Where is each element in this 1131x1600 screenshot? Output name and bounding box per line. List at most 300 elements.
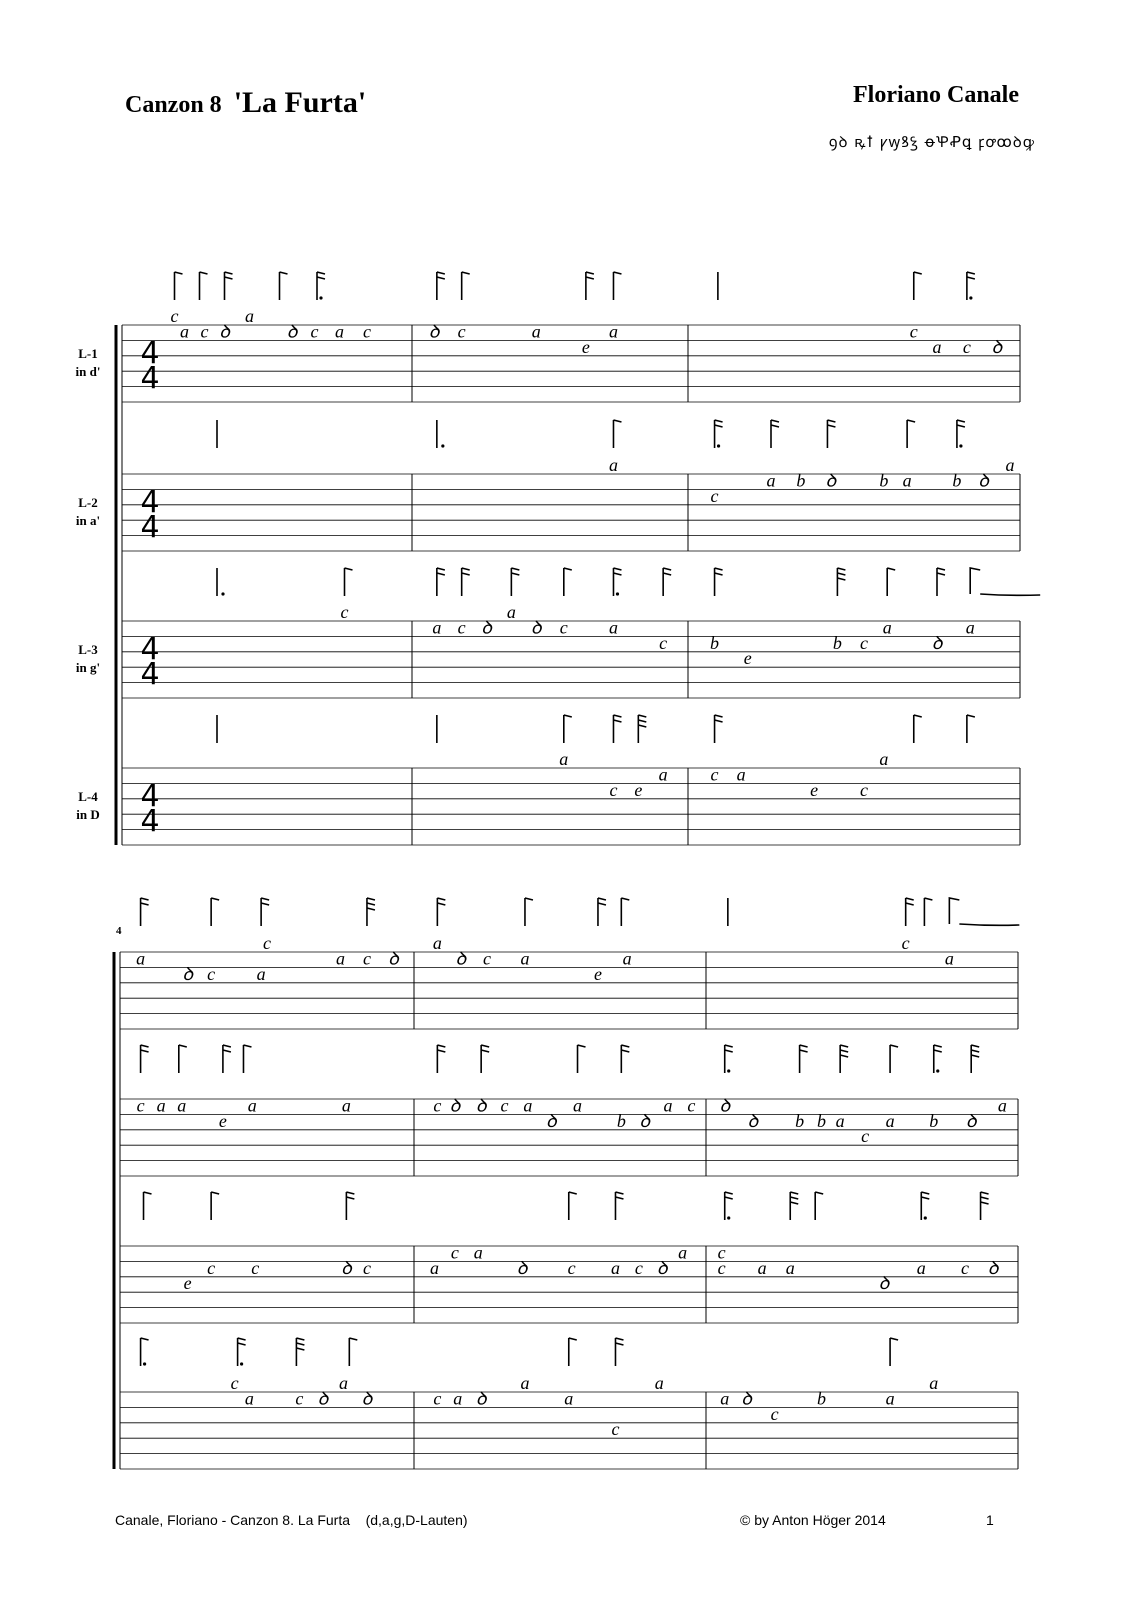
part-4-name: L-4 <box>78 789 98 804</box>
system-2-staff-3-rhythm-dot <box>924 1216 927 1219</box>
system-2-staff-4-rhythm-flag1 <box>296 1343 304 1345</box>
system-1-staff-2-rhythm-flag0 <box>827 420 835 422</box>
system-2-staff-3-rhythm-flag2 <box>790 1202 798 1204</box>
system-1-staff-4-rhythm-flag0 <box>613 715 621 717</box>
system-2-staff-3-fret-letter: c <box>207 1257 216 1278</box>
composer-name: Floriano Canale <box>853 82 1019 108</box>
system-2-staff-2-fret-letter: c <box>861 1126 870 1147</box>
system-1-staff-2-rhythm-flag1 <box>827 425 835 427</box>
system-1-staff-2-rhythm-dot <box>441 444 444 447</box>
system-1-staff-3-fret-letter: a <box>432 617 442 638</box>
system-2-staff-2-fret-letter: c <box>433 1095 442 1116</box>
system-1-staff-3-rhythm-flag0 <box>564 568 572 570</box>
system-1-staff-3-rhythm-flag1 <box>613 573 621 575</box>
system-1-staff-4-fret-letter: a <box>658 764 668 785</box>
system-1-staff-1-rhythm-flag1 <box>437 277 445 279</box>
system-1-staff-2-rhythm-flag0 <box>771 420 779 422</box>
system-2-staff-4-rhythm-flag1 <box>615 1343 623 1345</box>
system-2-staff-2-fret-letter: c <box>687 1095 696 1116</box>
system-1-staff-2-fret-letter: a <box>902 470 912 491</box>
system-2-staff-4-rhythm-dot <box>240 1362 243 1365</box>
system-2-staff-4-rhythm-flag0 <box>569 1338 577 1340</box>
system-2-staff-3-rhythm-flag1 <box>346 1197 354 1199</box>
system-2-staff-2-rhythm-flag1 <box>725 1050 733 1052</box>
system-2-staff-1-rhythm-flag1 <box>367 903 375 905</box>
system-2-staff-2-rhythm-flag0 <box>621 1045 629 1047</box>
system-2-staff-3-rhythm-flag0 <box>815 1192 823 1194</box>
system-2-staff-4-fret-letter: c <box>611 1419 620 1440</box>
system-2-staff-3-fret-letter: a <box>610 1257 620 1278</box>
system-2-staff-3-fret-letter: ꝺ <box>987 1257 999 1278</box>
system-2-staff-3-fret-letter: a <box>757 1257 767 1278</box>
part-1-name: L-1 <box>78 346 98 361</box>
system-2-staff-2-rhythm-flag0 <box>578 1045 586 1047</box>
system-1-staff-2-rhythm-flag1 <box>957 425 965 427</box>
system-1-staff-3-rhythm-flag1 <box>511 573 519 575</box>
system-2-staff-3-rhythm-flag0 <box>921 1192 929 1194</box>
system-2-staff-2-rhythm-flag0 <box>223 1045 231 1047</box>
system-1-staff-2-fret-letter: b <box>952 470 962 491</box>
system-1-staff-4-fret-letter: a <box>879 749 889 769</box>
system-2-staff-3-rhythm-flag2 <box>981 1202 989 1204</box>
system-2-staff-2-fret-letter: a <box>341 1095 351 1116</box>
part-1-time-top: 4 <box>140 336 160 371</box>
system-2-staff-1-fret-letter: c <box>207 963 216 984</box>
part-4-tuning: in D <box>76 807 100 822</box>
system-1-staff-1-fret-letter: ꝺ <box>219 321 230 342</box>
system-2-staff-2-rhythm-flag1 <box>934 1050 942 1052</box>
system-2-staff-1-fret-letter: a <box>336 948 345 969</box>
system-2-staff-3-fret-letter: c <box>717 1257 726 1278</box>
system-2-staff-2-rhythm-dot <box>936 1069 939 1072</box>
system-2-staff-1-fret-letter: ꝺ <box>455 948 467 969</box>
system-1-staff-1-fret-letter: a <box>180 321 189 342</box>
system-2-staff-2-rhythm-flag0 <box>840 1045 848 1047</box>
system-1-staff-1-fret-letter: c <box>962 336 971 357</box>
system-1-staff-4-rhythm-flag0 <box>564 715 572 717</box>
system-2-staff-1-rhythm-flag0 <box>621 898 629 900</box>
system-1-staff-3-rhythm-stem <box>970 568 1040 595</box>
system-1-staff-1-rhythm-flag0 <box>317 272 325 274</box>
system-1-staff-2-rhythm-flag0 <box>907 420 915 422</box>
system-1-staff-3-rhythm-flag1 <box>663 573 671 575</box>
system-1-staff-3-rhythm-flag0 <box>715 568 723 570</box>
system-2-staff-4-fret-letter: ꝺ <box>475 1388 487 1409</box>
system-2-staff-3-fret-letter: a <box>678 1242 688 1263</box>
system-2-staff-2-fret-letter: e <box>218 1110 227 1131</box>
system-1-staff-1-fret-letter: c <box>363 321 371 342</box>
system-2-staff-3-rhythm-flag0 <box>725 1192 733 1194</box>
system-2-staff-1-rhythm-flag0 <box>924 898 932 900</box>
system-2-staff-3-fret-letter: ꝺ <box>878 1273 890 1294</box>
system-1-staff-4-rhythm-flag1 <box>613 720 621 722</box>
system-1-staff-3-rhythm-flag1 <box>937 573 945 575</box>
system-1-staff-4-fret-letter: a <box>736 764 746 785</box>
system-1-staff-3-rhythm-flag0 <box>345 568 353 570</box>
system-1-staff-3-fret-letter: c <box>659 632 668 653</box>
system-2-staff-2-rhythm-flag0 <box>971 1045 979 1047</box>
system-1-staff-2-fret-letter: ꝺ <box>825 470 837 491</box>
system-2-staff-3-fret-letter: c <box>251 1257 260 1278</box>
system-2-staff-1-fret-letter: c <box>901 933 910 953</box>
system-1-staff-1-fret-letter: c <box>170 306 179 326</box>
system-1-staff-1-rhythm-flag1 <box>967 277 975 279</box>
system-2-staff-1-fret-letter: ꝺ <box>388 948 399 969</box>
system-1-staff-4-fret-letter: a <box>559 749 569 769</box>
system-2-staff-3-rhythm-flag1 <box>725 1197 733 1199</box>
system-1-staff-1-rhythm-flag1 <box>225 277 233 279</box>
system-2-staff-3-fret-letter: c <box>362 1257 371 1278</box>
system-2-staff-3-rhythm-flag1 <box>921 1197 929 1199</box>
page-number: 1 <box>986 1512 994 1528</box>
system-2-staff-4-rhythm-flag2 <box>296 1348 304 1350</box>
system-2-staff-2-rhythm-flag2 <box>840 1055 848 1057</box>
system-1-staff-2-rhythm-dot <box>959 444 962 447</box>
system-1-staff-3-rhythm-flag0 <box>462 568 470 570</box>
system-1-staff-3-fret-letter: c <box>457 617 466 638</box>
system-2-staff-2-fret-letter: a <box>523 1095 533 1116</box>
system-2-staff-3-rhythm-flag1 <box>615 1197 623 1199</box>
system-2-staff-2-fret-letter: a <box>997 1095 1007 1116</box>
system-2-staff-1-rhythm-flag0 <box>525 898 533 900</box>
system-2-staff-2-rhythm-flag0 <box>725 1045 733 1047</box>
system-1-staff-2-rhythm-flag1 <box>715 425 723 427</box>
system-1-staff-3-rhythm-flag1 <box>715 573 723 575</box>
system-1-staff-3-fret-letter: a <box>965 617 975 638</box>
system-1-staff-4-rhythm-flag0 <box>638 715 646 717</box>
system-2-staff-1-rhythm-flag1 <box>261 903 269 905</box>
system-1-staff-2-fret-letter: b <box>796 470 806 491</box>
system-1-staff-2-fret-letter: c <box>710 485 719 506</box>
system-2-staff-1-fret-letter: a <box>256 963 266 984</box>
system-2-staff-1-rhythm-flag0 <box>261 898 269 900</box>
system-2-staff-2-fret-letter: a <box>835 1110 845 1131</box>
system-2-staff-2-rhythm-flag0 <box>437 1045 445 1047</box>
system-1-staff-1-rhythm-flag1 <box>317 277 325 279</box>
system-2-staff-2-rhythm-flag0 <box>481 1045 489 1047</box>
system-2-staff-2-rhythm-flag1 <box>141 1050 149 1052</box>
part-1-time-bottom: 4 <box>140 361 160 396</box>
system-1-staff-1-fret-letter: c <box>310 321 319 342</box>
system-1-staff-2-fret-letter: a <box>608 455 618 475</box>
system-2-staff-3-rhythm-dot <box>727 1216 730 1219</box>
system-2-staff-2-rhythm-flag1 <box>800 1050 808 1052</box>
system-2-staff-2-fret-letter: a <box>156 1095 166 1116</box>
system-2-staff-1-rhythm-flag0 <box>598 898 606 900</box>
part-3-tuning: in g' <box>75 660 101 675</box>
part-1-tuning: in d' <box>75 364 101 379</box>
system-2-staff-1-fret-letter: c <box>483 948 491 969</box>
system-2-staff-3-rhythm-flag1 <box>981 1197 989 1199</box>
system-1-staff-4-fret-letter: c <box>609 779 618 800</box>
system-1-staff-3-rhythm-flag0 <box>663 568 671 570</box>
system-2-staff-3-fret-letter: c <box>567 1257 576 1278</box>
system-2-staff-2-rhythm-flag1 <box>971 1050 979 1052</box>
system-2-staff-1-fret-letter: c <box>362 948 371 969</box>
system-2-staff-3-fret-letter: c <box>634 1257 643 1278</box>
system-1-staff-3-rhythm-flag0 <box>887 568 895 570</box>
system-2-staff-4-fret-letter: a <box>338 1373 348 1393</box>
system-2-staff-2-fret-letter: a <box>573 1095 583 1116</box>
system-2-staff-1-fret-letter: e <box>593 963 602 984</box>
system-1-staff-1-rhythm-flag0 <box>967 272 975 274</box>
system-1-staff-1-fret-letter: c <box>909 321 918 342</box>
system-1-staff-1-rhythm-flag0 <box>175 272 183 274</box>
system-2-staff-2-fret-letter: ꝺ <box>719 1095 731 1116</box>
system-1-staff-3-fret-letter: c <box>340 602 349 622</box>
system-1-staff-3-rhythm-flag1 <box>437 573 445 575</box>
system-1-staff-4-rhythm-flag2 <box>638 725 646 727</box>
system-1-staff-1-fret-letter: ꝺ <box>428 321 440 342</box>
system-2-staff-4-fret-letter: a <box>520 1373 530 1393</box>
system-2-staff-4-fret-letter: c <box>295 1388 304 1409</box>
system-2-staff-4-rhythm-flag0 <box>615 1338 623 1340</box>
system-2-staff-1-rhythm-flag0 <box>141 898 149 900</box>
system-2-staff-1-rhythm-flag1 <box>598 903 606 905</box>
system-2-staff-4-rhythm-flag0 <box>296 1338 304 1340</box>
system-2-staff-1-rhythm-flag0 <box>367 898 375 900</box>
system-2-staff-4-rhythm-flag0 <box>890 1338 898 1340</box>
system-2-staff-1-fret-letter: a <box>432 933 442 953</box>
system-2-staff-1-fret-letter: ꝺ <box>182 963 194 984</box>
system-1-staff-1-rhythm-dot <box>969 296 972 299</box>
system-2-staff-1-fret-letter: a <box>622 948 632 969</box>
system-2-staff-4-rhythm-flag0 <box>349 1338 357 1340</box>
system-1-staff-3-fret-letter: a <box>506 602 516 622</box>
system-1-staff-1-rhythm-flag0 <box>613 272 621 274</box>
system-2-staff-2-fret-letter: ꝺ <box>747 1110 759 1131</box>
system-1-staff-3-fret-letter: a <box>882 617 892 638</box>
part-4-time-bottom: 4 <box>140 804 160 839</box>
system-2-staff-4-fret-letter: a <box>929 1373 939 1393</box>
system-2-staff-2-fret-letter: b <box>795 1110 805 1131</box>
system-2-staff-3-rhythm-flag0 <box>981 1192 989 1194</box>
system-2-staff-2-rhythm-flag1 <box>481 1050 489 1052</box>
system-1-staff-1-fret-letter: a <box>245 306 254 326</box>
system-1-staff-3-fret-letter: c <box>859 632 868 653</box>
system-2-staff-1-fret-letter: a <box>944 948 954 969</box>
system-2-staff-4-fret-letter: a <box>453 1388 463 1409</box>
system-1-staff-2-fret-letter: a <box>1005 455 1015 475</box>
system-1-staff-1-rhythm-flag0 <box>586 272 594 274</box>
system-2-staff-1-rhythm-flag1 <box>906 903 914 905</box>
system-2-staff-2-fret-letter: c <box>500 1095 509 1116</box>
system-1-staff-2-rhythm-flag0 <box>957 420 965 422</box>
system-1-staff-4-rhythm-flag1 <box>638 720 646 722</box>
system-2-staff-4-fret-letter: ꝺ <box>741 1388 752 1409</box>
system-2-staff-2-rhythm-flag0 <box>934 1045 942 1047</box>
system-2-staff-2-rhythm-dot <box>727 1069 730 1072</box>
system-2-staff-2-fret-letter: ꝺ <box>545 1110 557 1131</box>
system-2-staff-2-rhythm-flag0 <box>141 1045 149 1047</box>
system-2-staff-4-fret-letter: ꝺ <box>361 1388 373 1409</box>
system-1-staff-4-rhythm-flag0 <box>967 715 975 717</box>
system-1-staff-3-fret-letter: ꝺ <box>530 617 542 638</box>
system-1-staff-4-fret-letter: e <box>810 779 819 800</box>
system-1-staff-3-fret-letter: b <box>710 632 720 653</box>
system-2-staff-4-rhythm-dot <box>143 1362 146 1365</box>
system-2-staff-2-rhythm-flag1 <box>840 1050 848 1052</box>
system-1-staff-1-fret-letter: a <box>932 336 942 357</box>
system-1-staff-3-fret-letter: b <box>832 632 842 653</box>
system-2-staff-1-rhythm-flag0 <box>211 898 219 900</box>
system-2-staff-2-fret-letter: a <box>663 1095 673 1116</box>
system-2-staff-2-rhythm-flag0 <box>890 1045 898 1047</box>
system-2-staff-4-fret-letter: ꝺ <box>317 1388 329 1409</box>
system-2-staff-4-fret-letter: a <box>244 1388 254 1409</box>
system-1-staff-1-rhythm-flag0 <box>200 272 208 274</box>
system-2-staff-4-fret-letter: a <box>564 1388 574 1409</box>
part-3-name: L-3 <box>78 642 98 657</box>
part-4-time-top: 4 <box>140 779 160 814</box>
system-2-staff-1-fret-letter: c <box>263 933 271 953</box>
system-2-staff-1-rhythm-flag2 <box>367 908 375 910</box>
system-2-staff-3-rhythm-flag0 <box>615 1192 623 1194</box>
system-2-staff-3-fret-letter: a <box>916 1257 926 1278</box>
system-1-staff-4-rhythm-flag0 <box>715 715 723 717</box>
system-2-staff-2-rhythm-flag1 <box>621 1050 629 1052</box>
system-2-staff-2-fret-letter: b <box>816 1110 826 1131</box>
system-1-staff-1-fret-letter: c <box>200 321 209 342</box>
footer-source: Canale, Floriano - Canzon 8. La Furta (d,a,g,D-Lauten) <box>115 1512 468 1528</box>
system-2-staff-3-rhythm-flag1 <box>790 1197 798 1199</box>
title-subtitle-big: 'La Furta' <box>233 86 367 119</box>
system-2-staff-2-rhythm-flag2 <box>971 1055 979 1057</box>
footer-copyright: © by Anton Höger 2014 <box>740 1512 886 1528</box>
system-2-staff-3-fret-letter: e <box>183 1273 192 1294</box>
system-2-staff-4-fret-letter: c <box>770 1403 779 1424</box>
system-1-staff-3-rhythm-flag0 <box>437 568 445 570</box>
system-1-staff-4-fret-letter: c <box>710 764 719 785</box>
system-2-staff-2-fret-letter: ꝺ <box>475 1095 487 1116</box>
system-2-staff-4-fret-letter: c <box>230 1373 239 1393</box>
system-2-staff-2-fret-letter: a <box>247 1095 257 1116</box>
system-2-staff-3-fret-letter: ꝺ <box>516 1257 528 1278</box>
system-2-staff-3-fret-letter: c <box>960 1257 969 1278</box>
system-1-staff-3-rhythm-flag0 <box>511 568 519 570</box>
system-1-staff-3-fret-letter: ꝺ <box>481 617 492 638</box>
system-2-staff-1-rhythm-stem <box>949 898 1019 925</box>
system-1-staff-3-fret-letter: ꝺ <box>931 632 943 653</box>
system-1-staff-4-fret-letter: e <box>634 779 643 800</box>
system-1-staff-4-rhythm-flag0 <box>914 715 922 717</box>
system-1-staff-3-rhythm-flag1 <box>837 573 845 575</box>
system-1-staff-3-fret-letter: a <box>608 617 618 638</box>
system-2-staff-1-rhythm-flag0 <box>906 898 914 900</box>
system-1-staff-1-rhythm-flag0 <box>462 272 470 274</box>
system-1-staff-1-rhythm-flag0 <box>914 272 922 274</box>
system-2-staff-3-rhythm-flag0 <box>569 1192 577 1194</box>
system-2-staff-1-rhythm-flag1 <box>437 903 445 905</box>
system-1-staff-1-rhythm-flag0 <box>225 272 233 274</box>
system-2-staff-4-fret-letter: a <box>885 1388 895 1409</box>
system-1-staff-2-fret-letter: a <box>766 470 776 491</box>
system-1-staff-3-rhythm-dot <box>616 592 619 595</box>
part-2-time-bottom: 4 <box>140 510 160 545</box>
system-2-staff-2-fret-letter: a <box>885 1110 895 1131</box>
system-2-staff-3-fret-letter: a <box>473 1242 483 1263</box>
system-2-staff-3-fret-letter: a <box>785 1257 795 1278</box>
system-2-staff-4-fret-letter: a <box>720 1388 730 1409</box>
system-2-staff-3-rhythm-flag0 <box>346 1192 354 1194</box>
system-1-staff-4-rhythm-flag1 <box>715 720 723 722</box>
system-2-staff-2-rhythm-flag0 <box>243 1045 251 1047</box>
system-2-staff-3-rhythm-flag0 <box>790 1192 798 1194</box>
system-2-staff-2-fret-letter: b <box>616 1110 626 1131</box>
system-2-staff-2-rhythm-flag0 <box>179 1045 187 1047</box>
system-1-staff-3-rhythm-flag1 <box>462 573 470 575</box>
system-2-staff-3-fret-letter: c <box>450 1242 459 1263</box>
system-1-staff-3-rhythm-flag0 <box>613 568 621 570</box>
system-1-staff-2-fret-letter: b <box>879 470 889 491</box>
system-1-staff-2-rhythm-flag1 <box>771 425 779 427</box>
part-2-time-top: 4 <box>140 485 160 520</box>
system-2-staff-2-rhythm-flag1 <box>223 1050 231 1052</box>
system-2-staff-3-rhythm-flag0 <box>144 1192 152 1194</box>
system-1-staff-1-rhythm-flag0 <box>437 272 445 274</box>
system-2-staff-4-fret-letter: c <box>433 1388 442 1409</box>
system-1-staff-2-rhythm-dot <box>717 444 720 447</box>
system-1-staff-1-rhythm-flag1 <box>586 277 594 279</box>
system-1-staff-1-rhythm-flag0 <box>280 272 288 274</box>
measure-number: 4 <box>116 925 122 937</box>
system-2-staff-2-fret-letter: ꝺ <box>965 1110 977 1131</box>
part-2-name: L-2 <box>78 495 98 510</box>
system-1-staff-3-rhythm-flag2 <box>837 578 845 580</box>
system-2-staff-1-rhythm-flag1 <box>141 903 149 905</box>
part-3-time-bottom: 4 <box>140 657 160 692</box>
system-2-staff-4-rhythm-flag0 <box>238 1338 246 1340</box>
system-2-staff-1-rhythm-flag0 <box>437 898 445 900</box>
system-2-staff-3-rhythm-flag0 <box>211 1192 219 1194</box>
system-2-staff-2-rhythm-flag0 <box>800 1045 808 1047</box>
system-2-staff-2-fret-letter: b <box>929 1110 939 1131</box>
part-2-tuning: in a' <box>75 513 101 528</box>
system-2-staff-4-rhythm-flag1 <box>238 1343 246 1345</box>
system-2-staff-3-fret-letter: c <box>717 1242 726 1263</box>
system-1-staff-3-rhythm-flag0 <box>937 568 945 570</box>
system-1-staff-2-fret-letter: ꝺ <box>978 470 989 491</box>
system-2-staff-3-fret-letter: ꝺ <box>656 1257 668 1278</box>
system-1-staff-1-fret-letter: a <box>608 321 618 342</box>
tablature-subtitle: ꝯꝺ ꝶꝉ ꝩꝡꝸꝣ ꝋꝔꝒꝗ ꝼꝍꝏꝺꝙ <box>828 133 1035 151</box>
system-1-staff-3-fret-letter: c <box>559 617 568 638</box>
system-2-staff-4-fret-letter: b <box>816 1388 826 1409</box>
system-1-staff-1-fret-letter: ꝺ <box>991 336 1003 357</box>
system-2-staff-4-fret-letter: a <box>654 1373 664 1393</box>
system-1-staff-1-fret-letter: c <box>457 321 466 342</box>
system-2-staff-4-rhythm-flag0 <box>141 1338 149 1340</box>
system-1-staff-1-rhythm-dot <box>319 296 322 299</box>
system-1-staff-3-rhythm-dot <box>221 592 224 595</box>
system-1-staff-1-fret-letter: a <box>335 321 344 342</box>
title-text: Canzon 8 <box>125 92 222 118</box>
system-1-staff-1-fret-letter: ꝺ <box>286 321 298 342</box>
system-2-staff-1-fret-letter: a <box>520 948 530 969</box>
system-1-staff-3-fret-letter: e <box>743 648 752 669</box>
system-1-staff-2-rhythm-flag0 <box>613 420 621 422</box>
system-2-staff-2-fret-letter: c <box>136 1095 145 1116</box>
system-2-staff-2-rhythm-flag1 <box>437 1050 445 1052</box>
system-2-staff-1-fret-letter: a <box>136 948 146 969</box>
system-2-staff-2-fret-letter: ꝺ <box>639 1110 651 1131</box>
system-2-staff-2-fret-letter: ꝺ <box>449 1095 461 1116</box>
system-2-staff-3-fret-letter: ꝺ <box>340 1257 352 1278</box>
part-3-time-top: 4 <box>140 632 160 667</box>
system-2-staff-2-fret-letter: a <box>177 1095 187 1116</box>
system-1-staff-1-fret-letter: e <box>581 336 590 357</box>
system-1-staff-3-rhythm-flag0 <box>837 568 845 570</box>
